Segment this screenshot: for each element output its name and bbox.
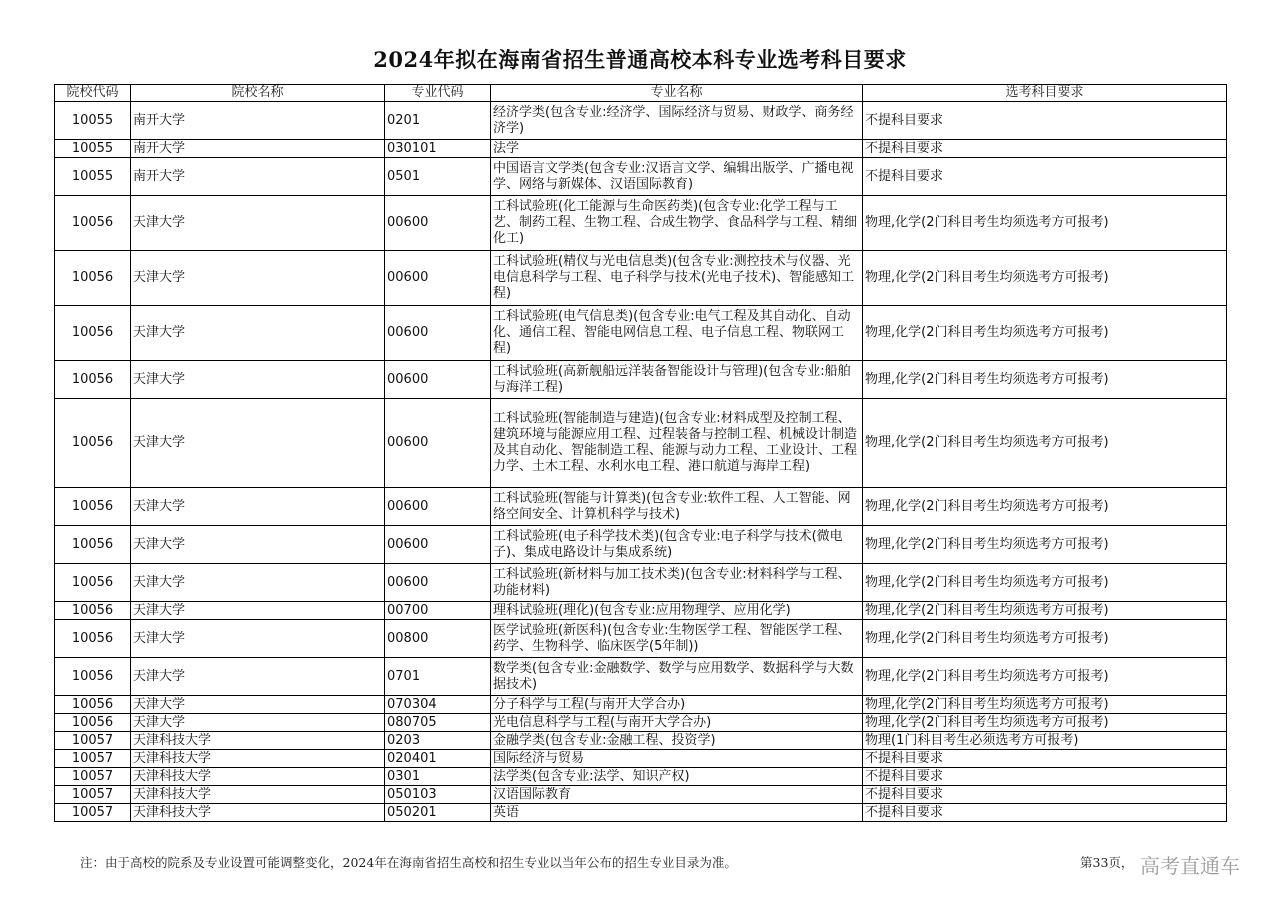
requirement-cell: 物理,化学(2门科目考生均须选考方可报考) (863, 620, 1227, 658)
school-name-cell: 天津大学 (131, 564, 385, 602)
major-code-cell: 030101 (385, 140, 491, 158)
requirement-cell: 物理,化学(2门科目考生均须选考方可报考) (863, 306, 1227, 361)
major-name-cell: 法学 (491, 140, 863, 158)
major-name-cell: 经济学类(包含专业:经济学、国际经济与贸易、财政学、商务经济学) (491, 102, 863, 140)
header-major-name: 专业名称 (491, 85, 863, 102)
major-code-cell: 00600 (385, 488, 491, 526)
major-name-cell: 工科试验班(电气信息类)(包含专业:电气工程及其自动化、自动化、通信工程、智能电网信息工程、电子信息工程、物联网工程) (491, 306, 863, 361)
table-row (55, 140, 1227, 158)
school-code-cell: 10056 (55, 251, 131, 306)
major-name-cell: 工科试验班(精仪与光电信息类)(包含专业:测控技术与仪器、光电信息科学与工程、电子科学与技术(光电子技术)、智能感知工程) (491, 251, 863, 306)
table-row (55, 768, 1227, 786)
school-name-cell: 天津大学 (131, 306, 385, 361)
major-name-cell: 工科试验班(智能制造与建造)(包含专业:材料成型及控制工程、建筑环境与能源应用工程、过程装备与控制工程、机械设计制造及其自动化、智能制造工程、能源与动力工程、工业设计、工程力学、土木工程、水利水电工程、港口航道与海岸工程) (491, 399, 863, 488)
requirement-cell: 物理,化学(2门科目考生均须选考方可报考) (863, 526, 1227, 564)
school-code-cell: 10057 (55, 804, 131, 822)
major-name-cell: 国际经济与贸易 (491, 750, 863, 768)
school-name-cell: 天津大学 (131, 361, 385, 399)
header-school-name: 院校名称 (131, 85, 385, 102)
major-name-cell: 工科试验班(智能与计算类)(包含专业:软件工程、人工智能、网络空间安全、计算机科学与技术) (491, 488, 863, 526)
requirement-cell: 不提科目要求 (863, 158, 1227, 196)
school-code-cell: 10056 (55, 714, 131, 732)
header-major-code: 专业代码 (385, 85, 491, 102)
major-code-cell: 00800 (385, 620, 491, 658)
requirement-cell: 物理,化学(2门科目考生均须选考方可报考) (863, 361, 1227, 399)
major-name-cell: 工科试验班(电子科学技术类)(包含专业:电子科学与技术(微电子)、集成电路设计与集成系统) (491, 526, 863, 564)
requirement-cell: 物理,化学(2门科目考生均须选考方可报考) (863, 696, 1227, 714)
school-code-cell: 10056 (55, 696, 131, 714)
table-row (55, 158, 1227, 196)
school-code-cell: 10056 (55, 602, 131, 620)
school-name-cell: 天津大学 (131, 714, 385, 732)
school-name-cell: 天津科技大学 (131, 768, 385, 786)
requirements-table (54, 84, 1227, 822)
major-code-cell: 050201 (385, 804, 491, 822)
requirement-cell: 不提科目要求 (863, 140, 1227, 158)
table-row (55, 399, 1227, 488)
header-requirement: 选考科目要求 (863, 85, 1227, 102)
page-title: 2024年拟在海南省招生普通高校本科专业选考科目要求 (373, 47, 907, 72)
major-name-cell: 英语 (491, 804, 863, 822)
major-name-cell: 法学类(包含专业:法学、知识产权) (491, 768, 863, 786)
major-code-cell: 00600 (385, 251, 491, 306)
requirement-cell: 物理,化学(2门科目考生均须选考方可报考) (863, 488, 1227, 526)
requirement-cell: 不提科目要求 (863, 804, 1227, 822)
table-row (55, 804, 1227, 822)
table-row (55, 488, 1227, 526)
major-name-cell: 金融学类(包含专业:金融工程、投资学) (491, 732, 863, 750)
school-code-cell: 10055 (55, 102, 131, 140)
major-code-cell: 00600 (385, 361, 491, 399)
major-code-cell: 070304 (385, 696, 491, 714)
major-name-cell: 分子科学与工程(与南开大学合办) (491, 696, 863, 714)
table-header-row (55, 85, 1227, 102)
school-name-cell: 南开大学 (131, 102, 385, 140)
requirement-cell: 不提科目要求 (863, 102, 1227, 140)
requirement-cell: 物理,化学(2门科目考生均须选考方可报考) (863, 399, 1227, 488)
school-name-cell: 天津科技大学 (131, 732, 385, 750)
requirement-cell: 物理,化学(2门科目考生均须选考方可报考) (863, 564, 1227, 602)
school-code-cell: 10057 (55, 732, 131, 750)
major-code-cell: 050103 (385, 786, 491, 804)
table-row (55, 251, 1227, 306)
header-school-code: 院校代码 (55, 85, 131, 102)
school-name-cell: 天津大学 (131, 488, 385, 526)
requirement-cell: 物理,化学(2门科目考生均须选考方可报考) (863, 602, 1227, 620)
school-code-cell: 10057 (55, 786, 131, 804)
school-code-cell: 10056 (55, 564, 131, 602)
requirement-cell: 不提科目要求 (863, 768, 1227, 786)
school-code-cell: 10056 (55, 488, 131, 526)
page-number: 第33页， (1080, 855, 1134, 870)
school-name-cell: 天津大学 (131, 251, 385, 306)
school-name-cell: 天津大学 (131, 399, 385, 488)
school-name-cell: 天津科技大学 (131, 804, 385, 822)
major-name-cell: 光电信息科学与工程(与南开大学合办) (491, 714, 863, 732)
school-code-cell: 10056 (55, 306, 131, 361)
table-row (55, 750, 1227, 768)
school-name-cell: 天津大学 (131, 696, 385, 714)
table-row (55, 786, 1227, 804)
requirement-cell: 物理,化学(2门科目考生均须选考方可报考) (863, 714, 1227, 732)
major-code-cell: 00600 (385, 196, 491, 251)
table-row (55, 732, 1227, 750)
school-name-cell: 天津大学 (131, 196, 385, 251)
major-code-cell: 080705 (385, 714, 491, 732)
major-code-cell: 0203 (385, 732, 491, 750)
table-row (55, 658, 1227, 696)
table-row (55, 102, 1227, 140)
major-code-cell: 0701 (385, 658, 491, 696)
major-code-cell: 0201 (385, 102, 491, 140)
school-name-cell: 天津科技大学 (131, 786, 385, 804)
requirement-cell: 不提科目要求 (863, 786, 1227, 804)
table-row (55, 306, 1227, 361)
table-row (55, 361, 1227, 399)
requirement-cell: 物理,化学(2门科目考生均须选考方可报考) (863, 658, 1227, 696)
major-name-cell: 医学试验班(新医科)(包含专业:生物医学工程、智能医学工程、药学、生物科学、临床医学(5年制)) (491, 620, 863, 658)
major-code-cell: 0301 (385, 768, 491, 786)
requirement-cell: 物理,化学(2门科目考生均须选考方可报考) (863, 251, 1227, 306)
school-code-cell: 10056 (55, 399, 131, 488)
table-row (55, 602, 1227, 620)
table-row (55, 696, 1227, 714)
school-code-cell: 10055 (55, 140, 131, 158)
major-code-cell: 00600 (385, 564, 491, 602)
footer-note: 注：由于高校的院系及专业设置可能调整变化，2024年在海南省招生高校和招生专业以当年公布的招生专业目录为准。 (80, 855, 737, 870)
major-name-cell: 工科试验班(化工能源与生命医药类)(包含专业:化学工程与工艺、制药工程、生物工程、合成生物学、食品科学与工程、精细化工) (491, 196, 863, 251)
school-name-cell: 南开大学 (131, 158, 385, 196)
major-code-cell: 00600 (385, 306, 491, 361)
major-code-cell: 00600 (385, 526, 491, 564)
school-name-cell: 天津大学 (131, 658, 385, 696)
major-code-cell: 00700 (385, 602, 491, 620)
school-name-cell: 天津大学 (131, 620, 385, 658)
school-code-cell: 10056 (55, 196, 131, 251)
requirement-cell: 物理,化学(2门科目考生均须选考方可报考) (863, 196, 1227, 251)
major-name-cell: 工科试验班(高新舰船远洋装备智能设计与管理)(包含专业:船舶与海洋工程) (491, 361, 863, 399)
major-name-cell: 数学类(包含专业:金融数学、数学与应用数学、数据科学与大数据技术) (491, 658, 863, 696)
school-code-cell: 10056 (55, 620, 131, 658)
table-row (55, 714, 1227, 732)
major-name-cell: 理科试验班(理化)(包含专业:应用物理学、应用化学) (491, 602, 863, 620)
requirement-cell: 物理(1门科目考生必须选考方可报考) (863, 732, 1227, 750)
table-row (55, 196, 1227, 251)
school-code-cell: 10056 (55, 658, 131, 696)
major-name-cell: 工科试验班(新材料与加工技术类)(包含专业:材料科学与工程、功能材料) (491, 564, 863, 602)
school-code-cell: 10056 (55, 526, 131, 564)
table-row (55, 564, 1227, 602)
school-name-cell: 天津科技大学 (131, 750, 385, 768)
major-code-cell: 00600 (385, 399, 491, 488)
table-row (55, 526, 1227, 564)
major-code-cell: 0501 (385, 158, 491, 196)
major-name-cell: 汉语国际教育 (491, 786, 863, 804)
school-name-cell: 南开大学 (131, 140, 385, 158)
school-code-cell: 10057 (55, 750, 131, 768)
school-code-cell: 10056 (55, 361, 131, 399)
table-body (55, 102, 1227, 822)
school-name-cell: 天津大学 (131, 602, 385, 620)
school-name-cell: 天津大学 (131, 526, 385, 564)
requirement-cell: 不提科目要求 (863, 750, 1227, 768)
watermark: 高考直通车 (1140, 854, 1240, 878)
major-name-cell: 中国语言文学类(包含专业:汉语言文学、编辑出版学、广播电视学、网络与新媒体、汉语国际教育) (491, 158, 863, 196)
major-code-cell: 020401 (385, 750, 491, 768)
school-code-cell: 10057 (55, 768, 131, 786)
table-row (55, 620, 1227, 658)
school-code-cell: 10055 (55, 158, 131, 196)
